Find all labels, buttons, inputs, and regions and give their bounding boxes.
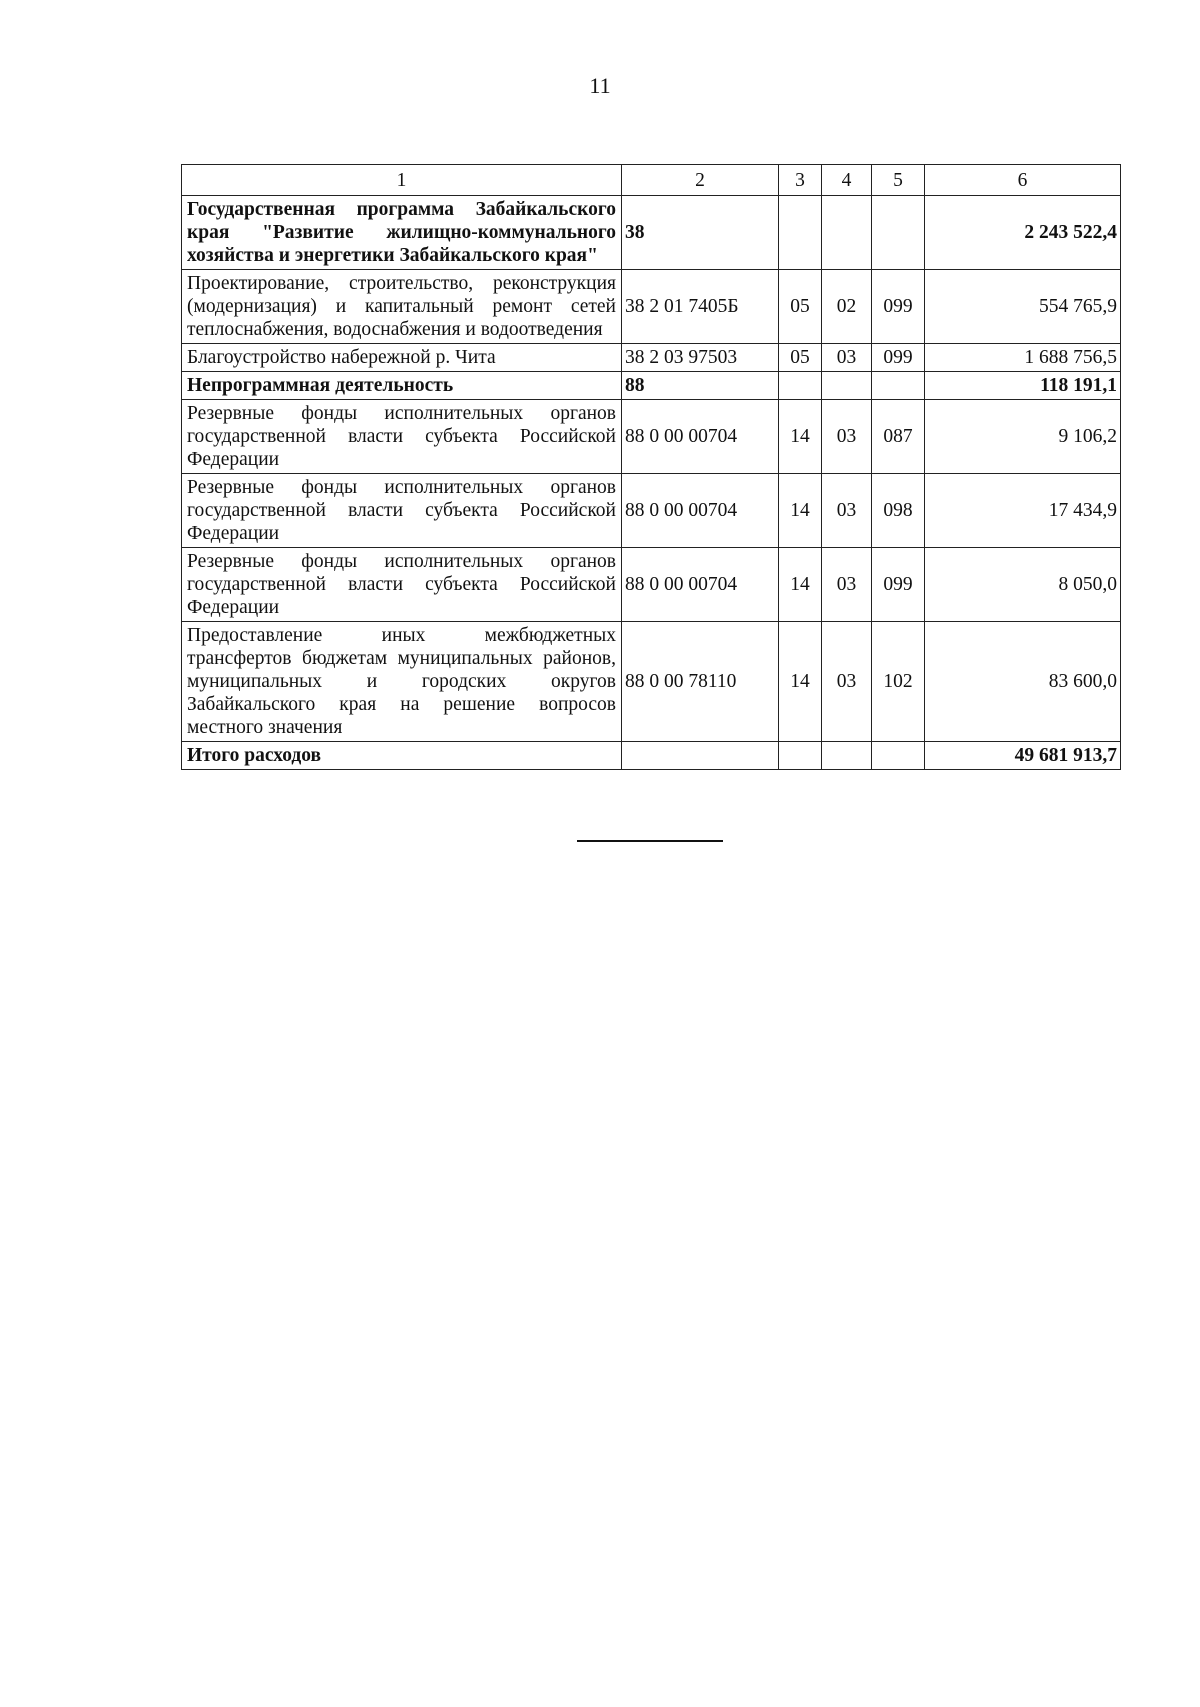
amount-cell: 2 243 522,4 (925, 196, 1121, 270)
section-cell: 14 (779, 622, 822, 742)
expense-type-cell (872, 372, 925, 400)
expense-type-cell: 099 (872, 548, 925, 622)
amount-cell: 83 600,0 (925, 622, 1121, 742)
column-numbers-row (182, 165, 1121, 196)
amount-cell: 17 434,9 (925, 474, 1121, 548)
amount-cell: 49 681 913,7 (925, 742, 1121, 770)
row-name-cell: Итого расходов (182, 742, 622, 770)
section-cell: 14 (779, 474, 822, 548)
table-row (182, 196, 1121, 270)
column-number: 3 (779, 165, 822, 196)
expense-type-cell (872, 742, 925, 770)
table-row (182, 622, 1121, 742)
expense-type-cell: 098 (872, 474, 925, 548)
target-code-cell: 88 0 00 00704 (622, 548, 779, 622)
subsection-cell: 02 (822, 270, 872, 344)
row-name-cell: Резервные фонды исполнительных органов государственной власти субъекта Российской Федерации (182, 400, 622, 474)
subsection-cell (822, 372, 872, 400)
section-cell: 05 (779, 270, 822, 344)
table-row (182, 372, 1121, 400)
row-name-cell: Непрограммная деятельность (182, 372, 622, 400)
subsection-cell: 03 (822, 400, 872, 474)
section-cell (779, 372, 822, 400)
row-name-cell: Проектирование, строительство, реконструкция (модернизация) и капитальный ремонт сетей теплоснабжения, водоснабжения и водоотведения (182, 270, 622, 344)
subsection-cell: 03 (822, 344, 872, 372)
section-cell: 14 (779, 548, 822, 622)
expense-type-cell: 087 (872, 400, 925, 474)
column-number: 4 (822, 165, 872, 196)
closing-rule (577, 840, 723, 842)
column-number: 1 (182, 165, 622, 196)
row-name-cell: Резервные фонды исполнительных органов государственной власти субъекта Российской Федерации (182, 474, 622, 548)
row-name-cell: Резервные фонды исполнительных органов государственной власти субъекта Российской Федерации (182, 548, 622, 622)
amount-cell: 554 765,9 (925, 270, 1121, 344)
row-name-cell: Государственная программа Забайкальского края "Развитие жилищно-коммунального хозяйства и энергетики Забайкальского края" (182, 196, 622, 270)
expense-type-cell (872, 196, 925, 270)
row-name-cell: Благоустройство набережной р. Чита (182, 344, 622, 372)
target-code-cell: 38 (622, 196, 779, 270)
section-cell: 05 (779, 344, 822, 372)
table-row (182, 344, 1121, 372)
row-name-cell: Предоставление иных межбюджетных трансфертов бюджетам муниципальных районов, муниципальных и городских округов Забайкальского края на решение вопросов местного значения (182, 622, 622, 742)
subsection-cell (822, 196, 872, 270)
target-code-cell: 88 0 00 00704 (622, 474, 779, 548)
target-code-cell (622, 742, 779, 770)
page-number: 11 (589, 73, 611, 98)
target-code-cell: 88 (622, 372, 779, 400)
amount-cell: 9 106,2 (925, 400, 1121, 474)
section-cell (779, 196, 822, 270)
amount-cell: 1 688 756,5 (925, 344, 1121, 372)
table-row (182, 400, 1121, 474)
table-row (182, 474, 1121, 548)
subsection-cell: 03 (822, 474, 872, 548)
section-cell: 14 (779, 400, 822, 474)
target-code-cell: 38 2 01 7405Б (622, 270, 779, 344)
table-row (182, 270, 1121, 344)
target-code-cell: 88 0 00 00704 (622, 400, 779, 474)
expense-type-cell: 099 (872, 270, 925, 344)
amount-cell: 118 191,1 (925, 372, 1121, 400)
subsection-cell: 03 (822, 622, 872, 742)
column-number: 6 (925, 165, 1121, 196)
expense-type-cell: 102 (872, 622, 925, 742)
table-row (182, 742, 1121, 770)
amount-cell: 8 050,0 (925, 548, 1121, 622)
column-number: 2 (622, 165, 779, 196)
expense-type-cell: 099 (872, 344, 925, 372)
target-code-cell: 88 0 00 78110 (622, 622, 779, 742)
subsection-cell (822, 742, 872, 770)
section-cell (779, 742, 822, 770)
target-code-cell: 38 2 03 97503 (622, 344, 779, 372)
column-number: 5 (872, 165, 925, 196)
subsection-cell: 03 (822, 548, 872, 622)
table-row (182, 548, 1121, 622)
expenditure-table (181, 164, 1121, 770)
